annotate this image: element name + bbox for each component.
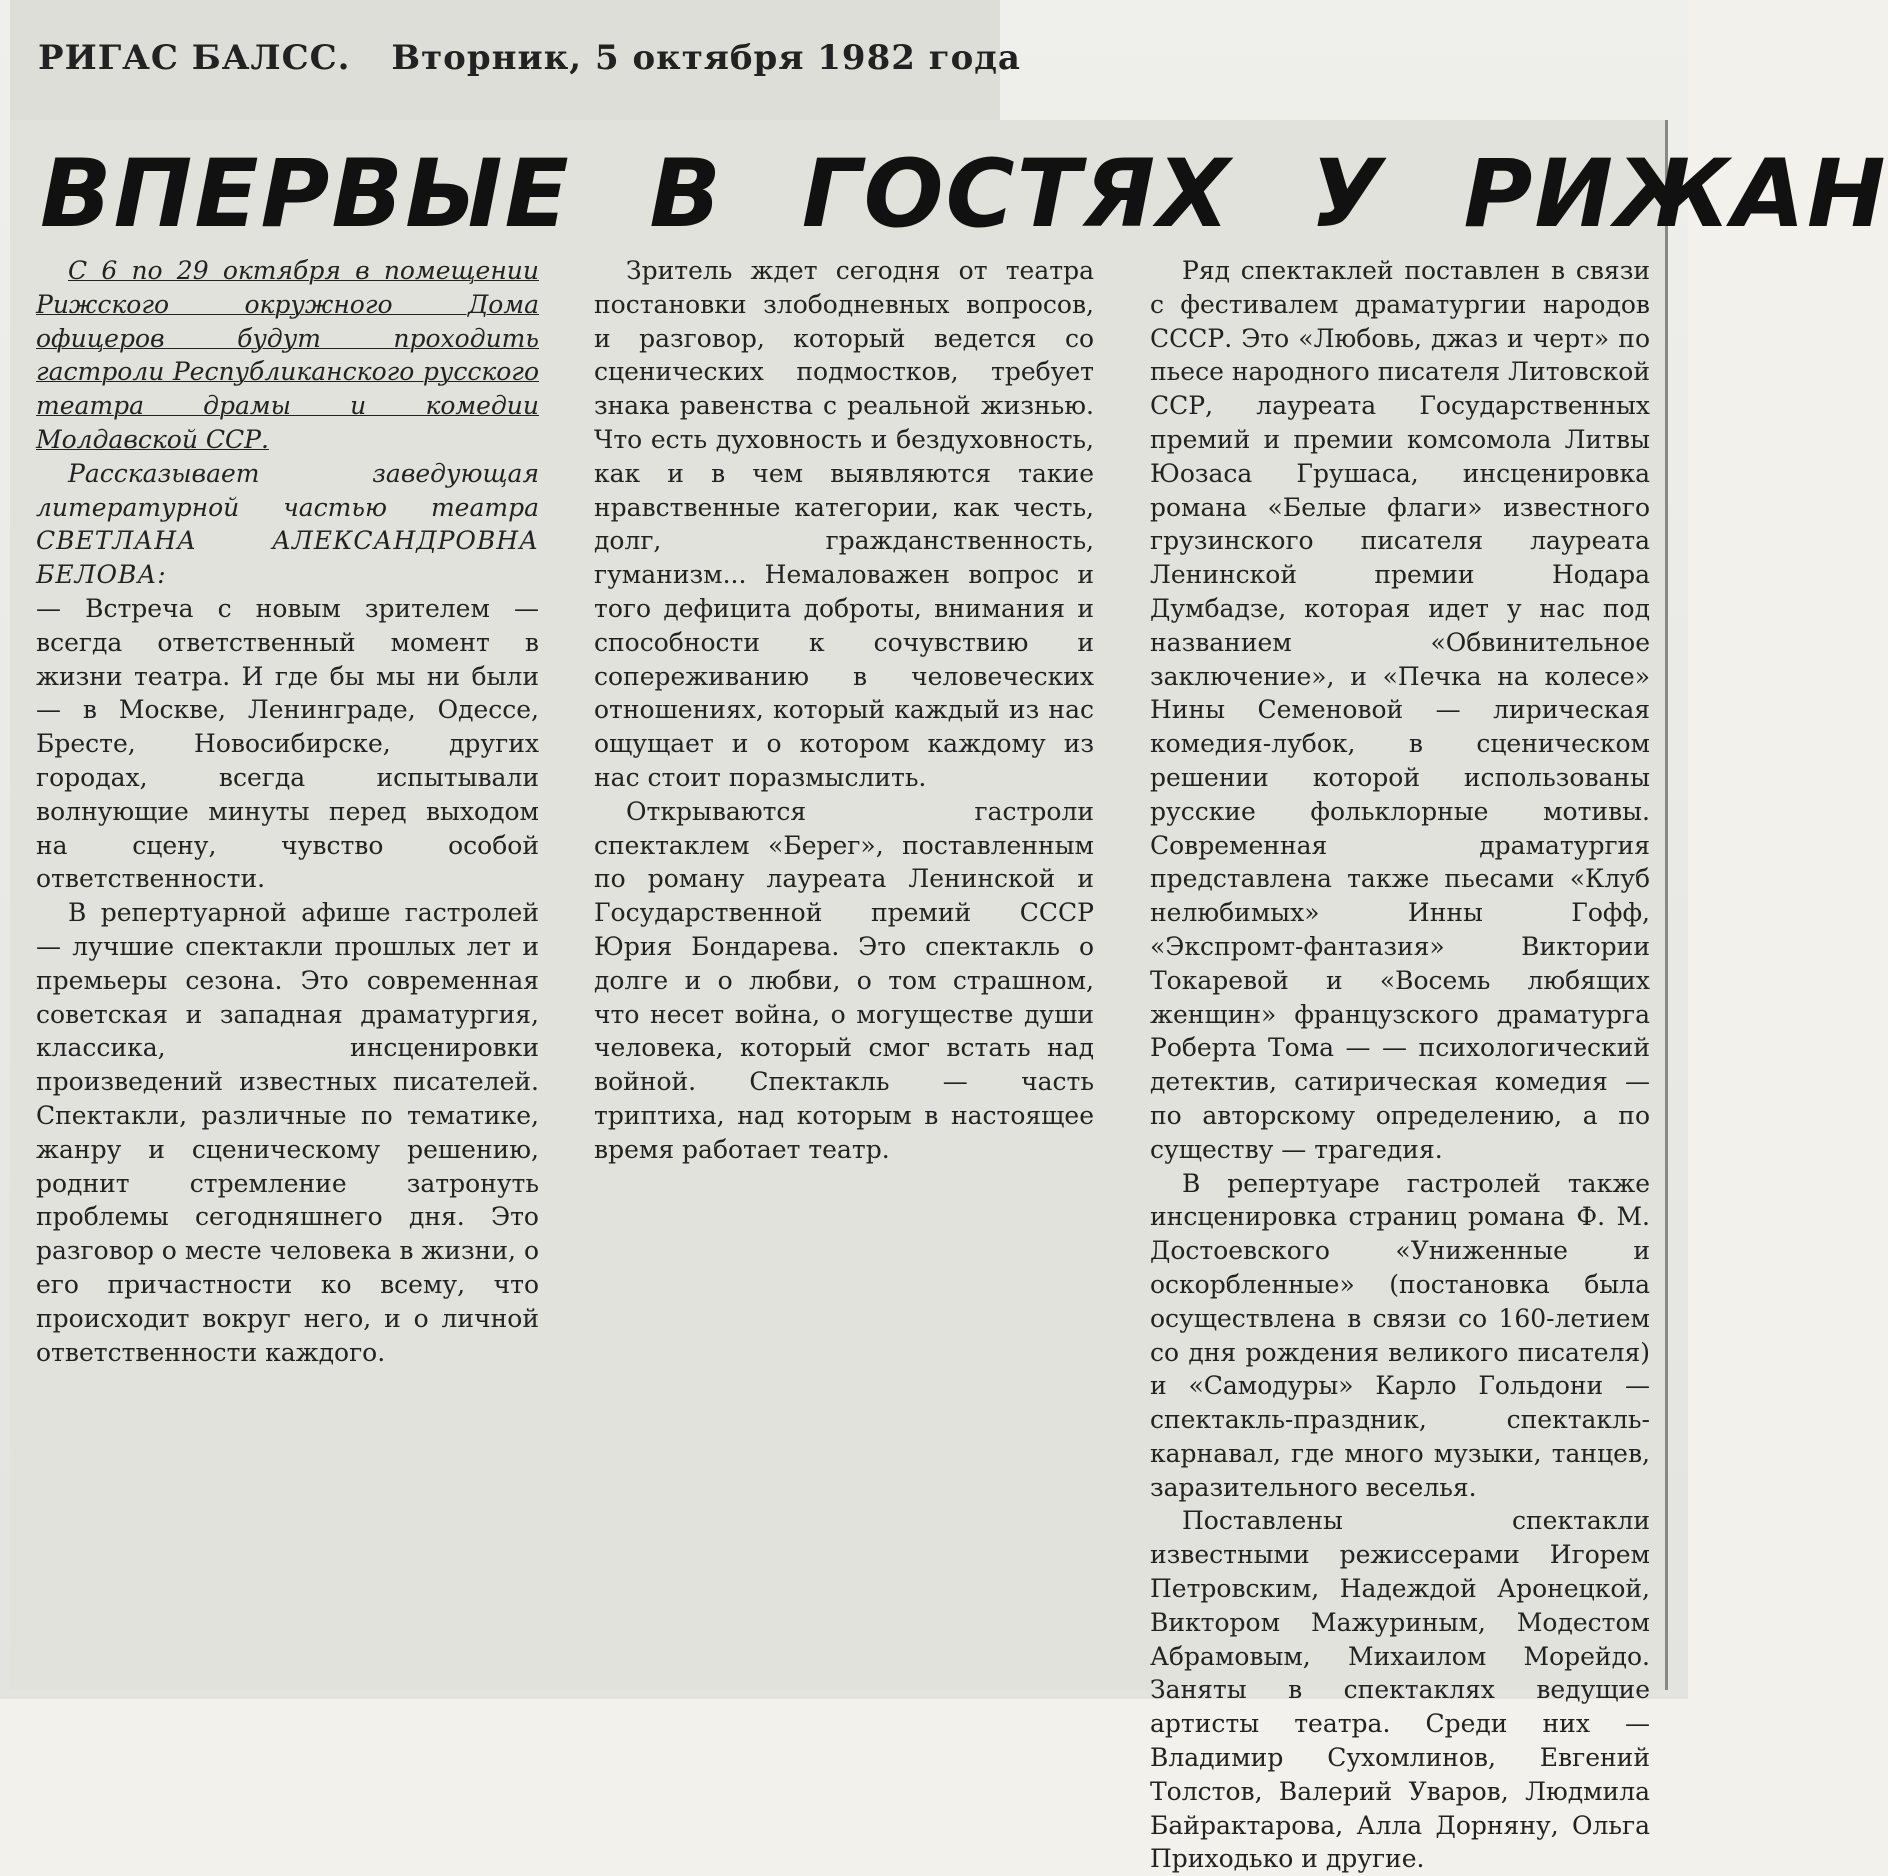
paragraph-2: В репертуарной афише гастролей — лучшие спектакли прошлых лет и премьеры сезона. Это современная советская и западная драматургия, классика, инсценировки произведений известных писателей. Спектакли, различные по тематике, жанру и сценическому решению, роднит стремление затронуть проблемы сегодняшнего дня. Это разговор о месте человека в жизни, о его причастности ко всему, что происходит вокруг него, и о личной ответственности каждого.: [36, 898, 539, 1367]
masthead: [38, 38, 1021, 78]
interviewee-name: СВЕТЛАНА АЛЕКСАНДРОВНА БЕЛОВА:: [36, 526, 539, 590]
paragraph-7: Поставлены спектакли известными режиссерами Игорем Петровским, Надеждой Аронецкой, Виктором Мажуриным, Модестом Абрамовым, Михаилом Морейдо. Заняты в спектаклях ведущие артисты театра. Среди них — Владимир Сухомлинов, Евгений Толстов, Валерий Уваров, Людмила Байрактарова, Алла Дорняну, Ольга Приходько и другие.: [1150, 1506, 1650, 1874]
article-lead: С 6 по 29 октября в помещении Рижского окружного Дома офицеров будут проходить гастроли Республиканского русского театра драмы и комедии Молдавской ССР.: [36, 256, 539, 454]
paragraph-1: — Встреча с новым зрителем — всегда ответственный момент в жизни театра. И где бы мы ни были — в Москве, Ленинграде, Одессе, Бресте, Новосибирске, других городах, всегда испытывали волнующие минуты перед выходом на сцену, чувство особой ответственности.: [36, 593, 539, 894]
intro-text: Рассказывает заведующая литературной частью театра: [36, 458, 539, 522]
article-column-3: [1150, 254, 1650, 1876]
paragraph-5: Ряд спектаклей поставлен в связи с фестивалем драматургии народов СССР. Это «Любовь, джаз и черт» по пьесе народного писателя Литовской ССР, лауреата Государственных премий и премии комсомола Литвы Юозаса Грушаса, инсценировка романа «Белые флаги» известного грузинского писателя лауреата Ленинской премии Нодара Думбадзе, которая идет у нас под названием «Обвинительное заключение», и «Печка на колесе» Нины Семеновой — лирическая комедия-лубок, в сценическом решении которой использованы русские фольклорные мотивы. Современная драматургия представлена также пьесами «Клуб нелюбимых» Инны Гофф, «Экспромт-фантазия» Виктории Токаревой и «Восемь любящих женщин» французского драматурга Роберта Тома — — психологический детектив, сатирическая комедия — по авторскому определению, а по существу — трагедия.: [1150, 256, 1650, 1164]
article-intro: [36, 457, 539, 592]
article-headline: ВПЕРВЫЕ В ГОСТЯХ У РИЖАН: [40, 140, 1888, 249]
paragraph-4: Открываются гастроли спектаклем «Берег», поставленным по роману лауреата Ленинской и Государственной премий СССР Юрия Бондарева. Это спектакль о долге и о любви, о том страшном, что несет война, о могуществе души человека, который смог встать над войной. Спектакль — часть триптиха, над которым в настоящее время работает театр.: [594, 796, 1094, 1164]
paragraph-3: Зритель ждет сегодня от театра постановки злободневных вопросов, и разговор, который ведется со сценических подмостков, требует знака равенства с реальной жизнью. Что есть духовность и бездуховность, как и в чем выявляются такие нравственные категории, как честь, долг, гражданственность, гуманизм... Немаловажен вопрос и того дефицита доброты, внимания и способности к сочувствию и сопереживанию в человеческих отношениях, который каждый из нас ощущает и о котором каждому из нас стоит поразмыслить.: [594, 256, 1094, 792]
issue-date: Вторник, 5 октября 1982 года: [391, 38, 1021, 78]
article-column-1: [36, 254, 539, 1369]
paragraph-6: В репертуаре гастролей также инсценировка страниц романа Ф. М. Достоевского «Униженные и оскорбленные» (постановка была осуществлена в связи со 160-летием со дня рождения великого писателя) и «Самодуры» Карло Гольдони — спектакль-праздник, спектакль-карнавал, где много музыки, танцев, заразительного веселья.: [1150, 1168, 1650, 1502]
newspaper-name: РИГАС БАЛСС.: [38, 38, 351, 78]
article-column-2: [594, 254, 1094, 1167]
